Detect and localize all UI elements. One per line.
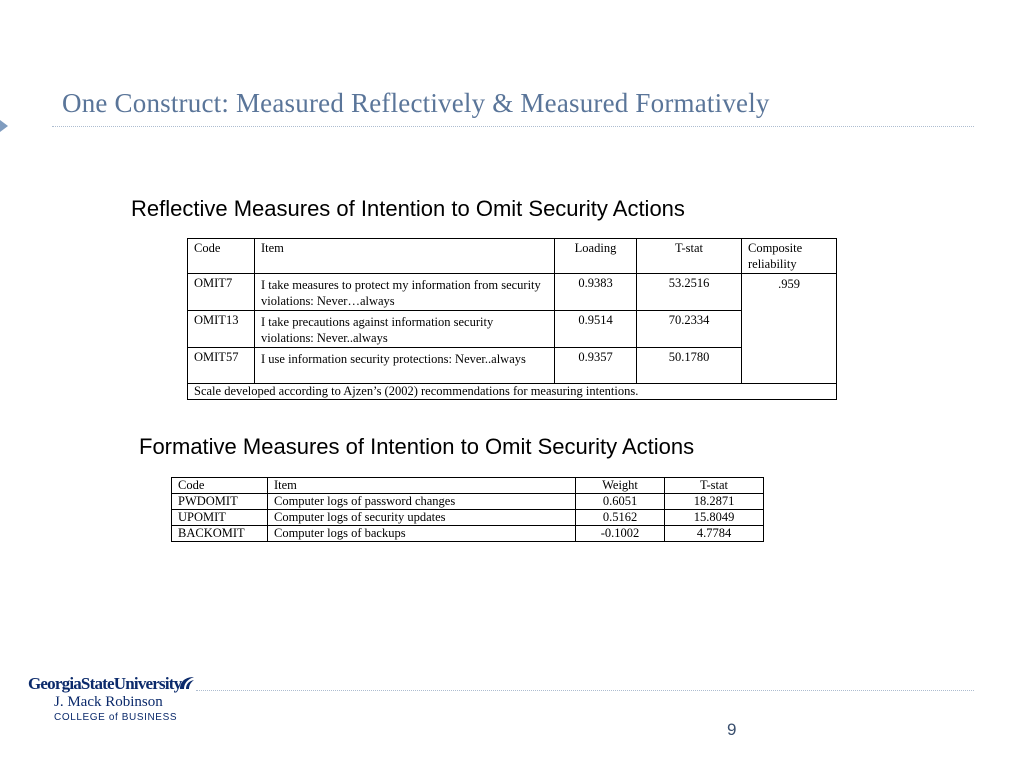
table-row <box>172 510 764 526</box>
header-tstat: T-stat <box>665 478 764 494</box>
row-code: BACKOMIT <box>172 526 268 542</box>
logo-university-name: GeorgiaStateUniversity <box>28 674 182 693</box>
table-header-row <box>172 478 764 494</box>
table-row <box>188 274 837 311</box>
composite-reliability-value: .959 <box>742 274 837 384</box>
row-tstat: 4.7784 <box>665 526 764 542</box>
row-weight: 0.5162 <box>576 510 665 526</box>
row-loading: 0.9357 <box>555 348 637 384</box>
row-item: Computer logs of backups <box>268 526 576 542</box>
row-code: OMIT7 <box>188 274 255 311</box>
slide-title: One Construct: Measured Reflectively & Measured Formatively <box>62 88 770 118</box>
row-item: I take measures to protect my information from security violations: Never…always <box>255 274 555 311</box>
table-row <box>172 494 764 510</box>
reflective-measures-table <box>187 238 837 400</box>
row-loading: 0.9383 <box>555 274 637 311</box>
header-item: Item <box>255 239 555 274</box>
row-tstat: 18.2871 <box>665 494 764 510</box>
page-number: 9 <box>727 720 737 739</box>
row-tstat: 15.8049 <box>665 510 764 526</box>
row-tstat: 50.1780 <box>637 348 742 384</box>
row-tstat: 53.2516 <box>637 274 742 311</box>
row-item: I use information security protections: Never..always <box>255 348 555 384</box>
row-loading: 0.9514 <box>555 311 637 348</box>
header-composite-reliability: Composite reliability <box>742 239 837 274</box>
formative-caption: Formative Measures of Intention to Omit Security Actions <box>139 434 695 459</box>
title-divider <box>52 126 974 127</box>
row-code: PWDOMIT <box>172 494 268 510</box>
logo-college-name: COLLEGE of BUSINESS <box>54 712 178 723</box>
logo-swirl-icon <box>178 675 196 691</box>
header-item: Item <box>268 478 576 494</box>
row-weight: -0.1002 <box>576 526 665 542</box>
university-logo <box>28 674 198 726</box>
row-weight: 0.6051 <box>576 494 665 510</box>
row-item: I take precautions against information security violations: Never..always <box>255 311 555 348</box>
header-code: Code <box>172 478 268 494</box>
header-code: Code <box>188 239 255 274</box>
table-header-row <box>188 239 837 274</box>
row-code: UPOMIT <box>172 510 268 526</box>
header-weight: Weight <box>576 478 665 494</box>
row-item: Computer logs of password changes <box>268 494 576 510</box>
slide-bullet-marker <box>0 120 8 132</box>
scale-note: Scale developed according to Ajzen’s (2002) recommendations for measuring intentions. <box>188 384 837 400</box>
table-row <box>188 348 837 384</box>
row-tstat: 70.2334 <box>637 311 742 348</box>
formative-measures-table <box>171 477 764 542</box>
row-item: Computer logs of security updates <box>268 510 576 526</box>
logo-school-name: J. Mack Robinson <box>54 694 163 710</box>
footer-divider <box>196 690 974 691</box>
row-code: OMIT13 <box>188 311 255 348</box>
table-note-row <box>188 384 837 400</box>
reflective-caption: Reflective Measures of Intention to Omit Security Actions <box>131 196 685 221</box>
table-row <box>188 311 837 348</box>
header-loading: Loading <box>555 239 637 274</box>
header-tstat: T-stat <box>637 239 742 274</box>
table-row <box>172 526 764 542</box>
row-code: OMIT57 <box>188 348 255 384</box>
